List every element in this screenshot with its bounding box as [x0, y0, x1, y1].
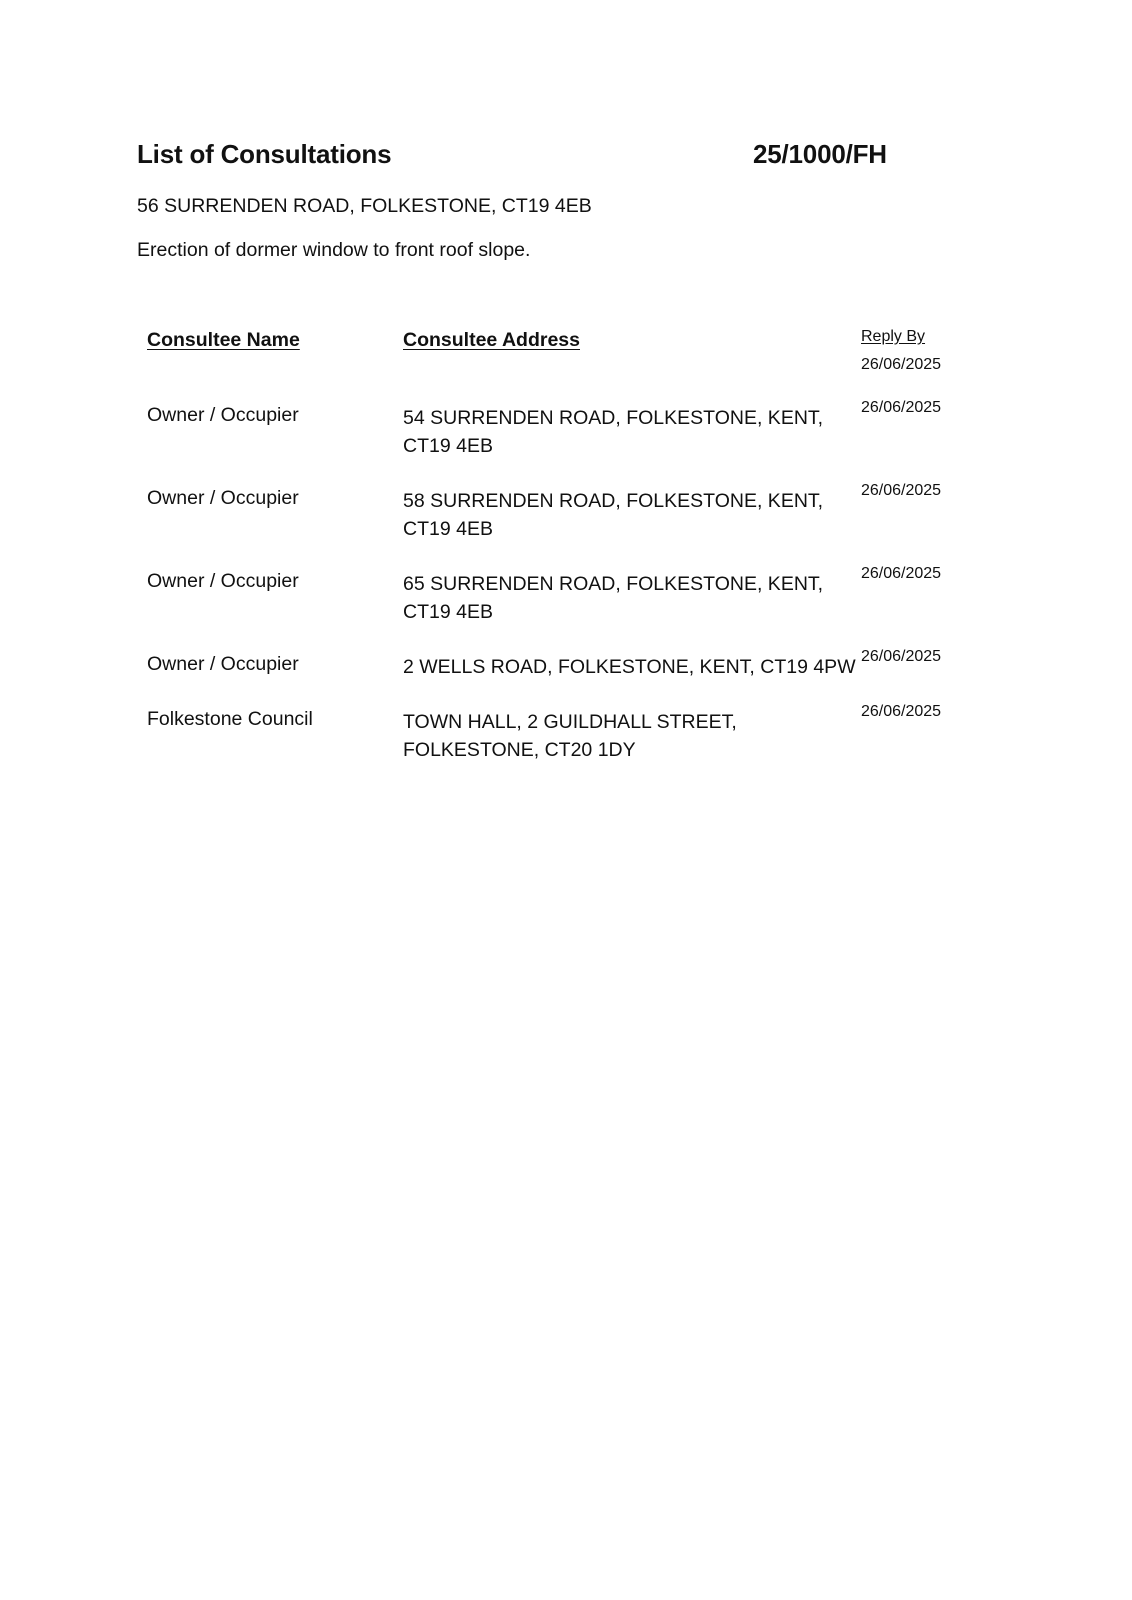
reply-by-header-date: 26/06/2025 — [861, 356, 942, 373]
address-line-2: CT19 4EB — [403, 435, 493, 457]
address-line-1: 58 SURRENDEN ROAD, FOLKESTONE, KENT, — [403, 490, 824, 512]
consultee-address — [403, 653, 863, 681]
consultee-name: Folkestone Council — [147, 708, 313, 730]
consultee-name: Owner / Occupier — [147, 404, 299, 426]
address-line-1: 54 SURRENDEN ROAD, FOLKESTONE, KENT, — [403, 407, 824, 429]
consultee-address — [403, 404, 853, 460]
application-reference: 25/1000/FH — [753, 139, 887, 169]
address-line-1: 2 WELLS ROAD, FOLKESTONE, KENT, CT19 4PW — [403, 656, 856, 678]
consultee-address — [403, 708, 853, 764]
reply-by-date: 26/06/2025 — [861, 565, 942, 582]
address-line-2: CT19 4EB — [403, 601, 493, 623]
address-line-1: 65 SURRENDEN ROAD, FOLKESTONE, KENT, — [403, 573, 824, 595]
consultee-address — [403, 487, 853, 543]
reply-by-date: 26/06/2025 — [861, 648, 942, 665]
consultee-address — [403, 570, 853, 626]
page-title: List of Consultations — [137, 139, 392, 169]
column-header-reply-by: Reply By — [861, 328, 926, 345]
consultee-name: Owner / Occupier — [147, 487, 299, 509]
column-header-consultee-address: Consultee Address — [403, 329, 580, 351]
reply-by-date: 26/06/2025 — [861, 482, 942, 499]
reply-by-date: 26/06/2025 — [861, 399, 942, 416]
reply-by-date: 26/06/2025 — [861, 703, 942, 720]
consultee-name: Owner / Occupier — [147, 570, 299, 592]
address-line-1: TOWN HALL, 2 GUILDHALL STREET, — [403, 711, 737, 733]
column-header-consultee-name: Consultee Name — [147, 329, 300, 351]
site-address: 56 SURRENDEN ROAD, FOLKESTONE, CT19 4EB — [137, 195, 592, 217]
address-line-2: FOLKESTONE, CT20 1DY — [403, 739, 636, 761]
proposal-description: Erection of dormer window to front roof slope. — [137, 239, 531, 261]
address-line-2: CT19 4EB — [403, 518, 493, 540]
consultee-name: Owner / Occupier — [147, 653, 299, 675]
